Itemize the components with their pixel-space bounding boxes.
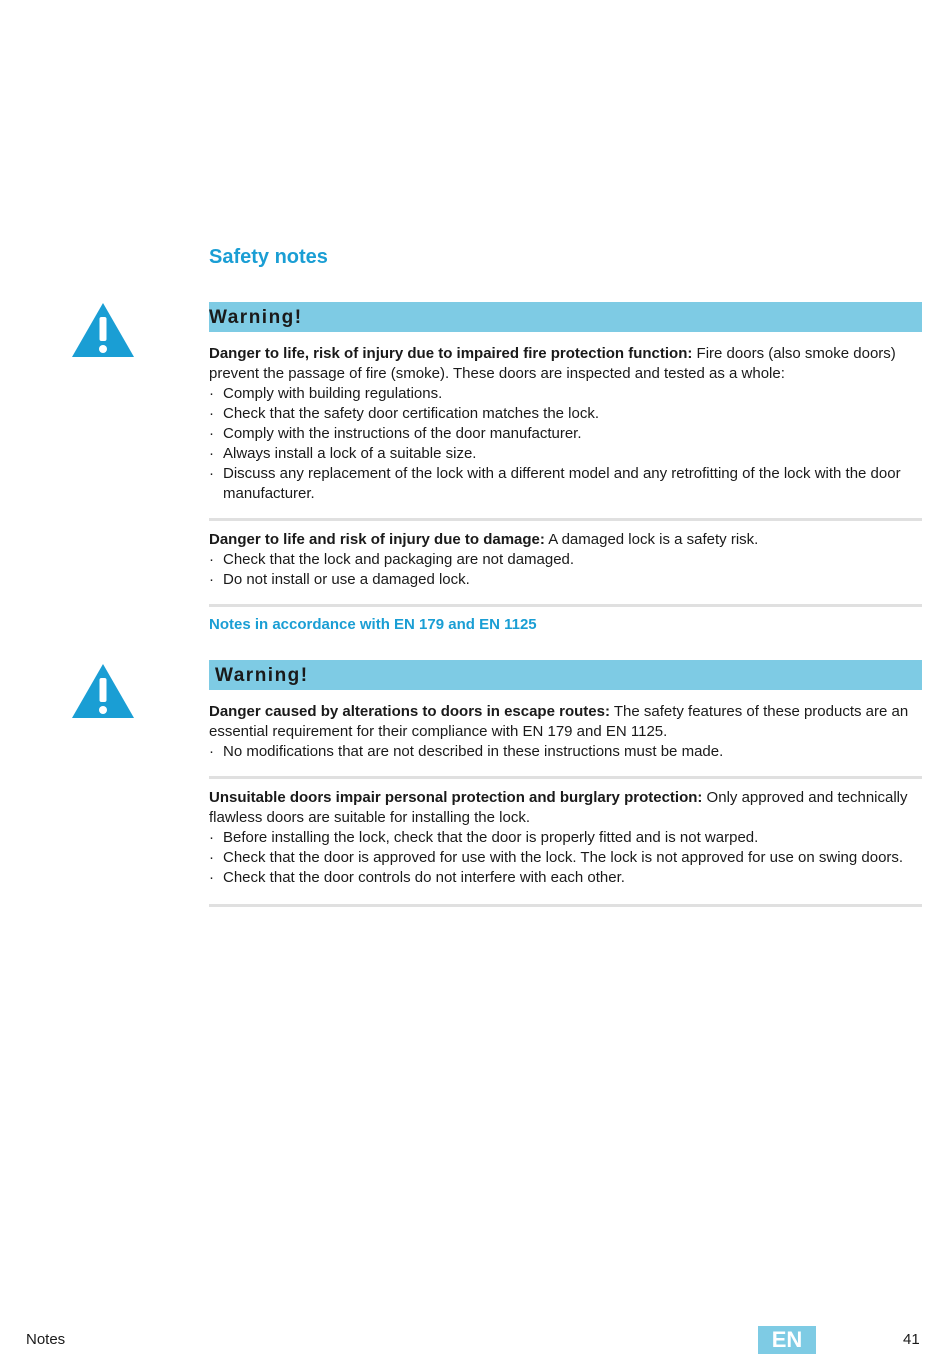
- warning-text: The safety features of these products are an essential requirement for their compliance with EN 179 and EN 1125.: [209, 703, 909, 740]
- list-item: · Check that the door controls do not interfere with each other.: [209, 868, 922, 888]
- bullet-list: [209, 828, 922, 888]
- warning-lead: Unsuitable doors impair personal protection and burglary protection:: [209, 789, 703, 806]
- warning-bar: Warning!: [209, 660, 922, 690]
- warning-lead: Danger to life and risk of injury due to damage:: [209, 531, 545, 548]
- warning-block-fire: [209, 302, 922, 607]
- list-item: · No modifications that are not described in these instructions must be made.: [209, 742, 922, 762]
- warning-paragraph: [209, 344, 922, 384]
- list-item: · Check that the lock and packaging are not damaged.: [209, 550, 922, 570]
- warning-text: A damaged lock is a safety risk.: [544, 531, 759, 548]
- warning-text: Fire doors (also smoke doors) prevent the passage of fire (smoke). These doors are inspected and tested as a whole:: [209, 345, 896, 382]
- bullet-list: [209, 742, 922, 762]
- list-item: · Comply with the instructions of the door manufacturer.: [209, 424, 922, 444]
- bullet-list: [209, 550, 922, 590]
- list-item: · Comply with building regulations.: [209, 384, 922, 404]
- list-item: · Check that the safety door certification matches the lock.: [209, 404, 922, 424]
- list-item: · Always install a lock of a suitable size.: [209, 444, 922, 464]
- list-item: · Before installing the lock, check that the door is properly fitted and is not warped.: [209, 828, 922, 848]
- list-item: · Do not install or use a damaged lock.: [209, 570, 922, 590]
- page-title: Safety notes: [209, 246, 328, 268]
- warning-bar: Warning!: [209, 302, 922, 332]
- subsection-title: Notes in accordance with EN 179 and EN 1125: [209, 616, 537, 633]
- page-number: 41: [903, 1331, 920, 1348]
- warning-block-escape-routes: [209, 660, 922, 907]
- warning-lead: Danger to life, risk of injury due to impaired fire protection function:: [209, 345, 693, 362]
- separator: [209, 604, 922, 607]
- warning-triangle-icon: [70, 662, 136, 720]
- warning-paragraph: [209, 702, 922, 742]
- warning-lead: Danger caused by alterations to doors in escape routes:: [209, 703, 610, 720]
- separator: [209, 904, 922, 907]
- warning-text: Only approved and technically flawless doors are suitable for installing the lock.: [209, 789, 908, 826]
- language-badge: EN: [758, 1326, 816, 1354]
- list-item: · Discuss any replacement of the lock with a different model and any retrofitting of the lock with the door manufacturer.: [209, 464, 922, 504]
- warning-triangle-icon: [70, 301, 136, 359]
- warning-paragraph: [209, 788, 922, 828]
- warning-paragraph: [209, 530, 922, 550]
- bullet-list: [209, 384, 922, 504]
- footer-section-label: Notes: [26, 1331, 66, 1348]
- list-item: · Check that the door is approved for use with the lock. The lock is not approved for use on swing doors.: [209, 848, 922, 868]
